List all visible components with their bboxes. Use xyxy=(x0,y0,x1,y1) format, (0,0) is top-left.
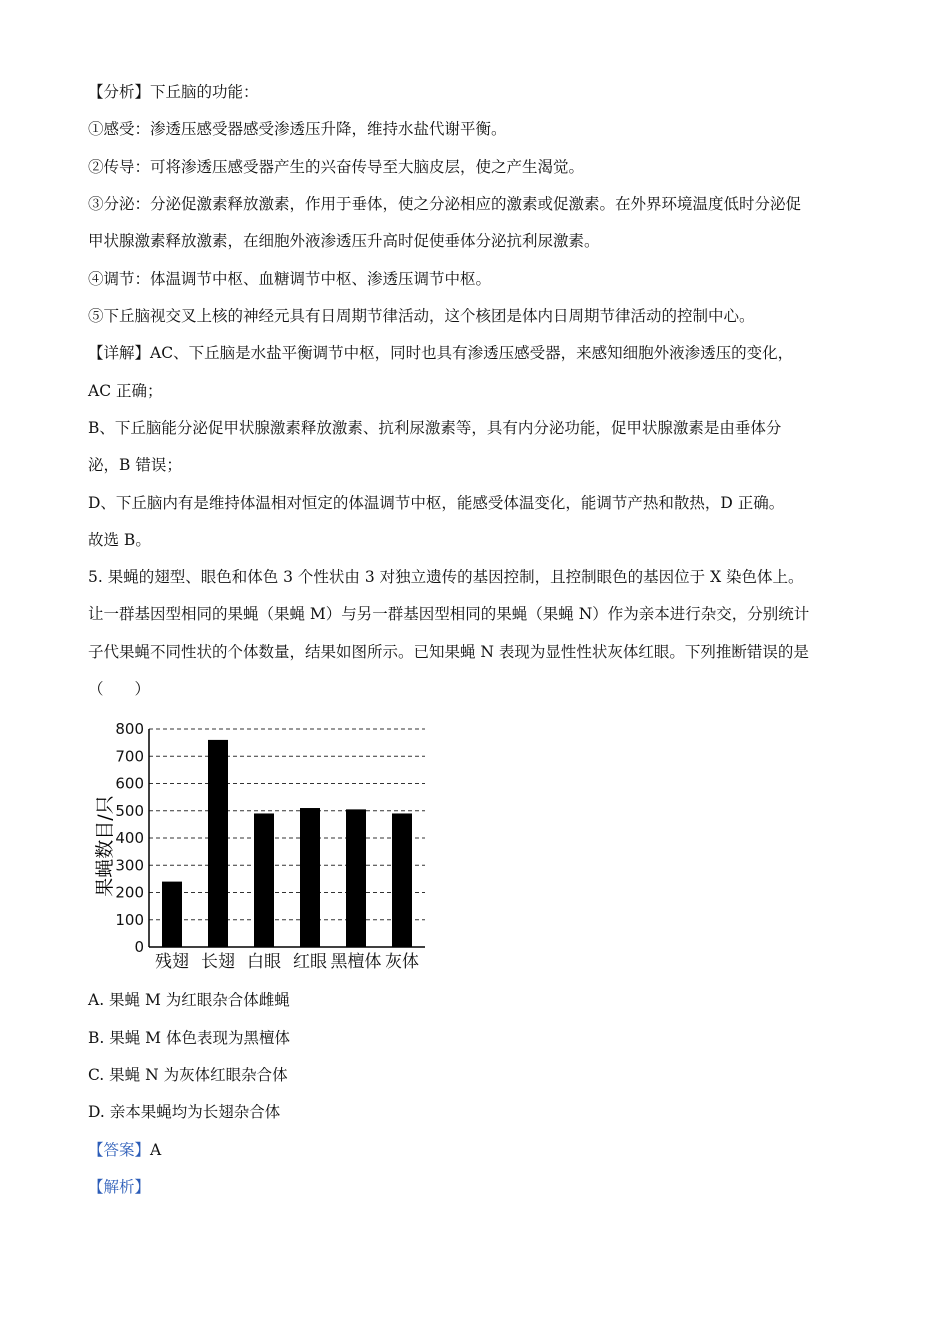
question-line-2: 让一群基因型相同的果蝇（果蝇 M）与另一群基因型相同的果蝇（果蝇 N）作为亲本进行杂交，分别统计 xyxy=(88,605,810,623)
x-tick-label: 灰体 xyxy=(385,952,419,972)
analysis-title: 下丘脑的功能： xyxy=(150,83,259,101)
question-line-3: 子代果蝇不同性状的个体数量，结果如图所示。已知果蝇 N 表现为显性性状灰体红眼。下列推断错误的是 xyxy=(88,643,809,661)
y-tick-label: 200 xyxy=(115,883,144,902)
detail-text-1: AC、下丘脑是水盐平衡调节中枢，同时也具有渗透压感受器，来感知细胞外液渗透压的变化， xyxy=(150,344,794,362)
analysis-item-3: ③分泌：分泌促激素释放激素，作用于垂体，使之分泌相应的激素或促激素。在外界环境温度低时分泌促 xyxy=(88,195,802,213)
y-tick-label: 300 xyxy=(115,856,144,875)
y-tick-labels xyxy=(115,720,144,956)
question-blank: （ ） xyxy=(88,680,151,698)
bar-残翅 xyxy=(162,882,182,947)
option-d: D. 亲本果蝇均为长翅杂合体 xyxy=(88,1103,281,1121)
bar-黑檀体 xyxy=(346,809,366,947)
analysis-label: 【分析】 xyxy=(88,83,151,101)
option-a: A. 果蝇 M 为红眼杂合体雌蝇 xyxy=(88,991,290,1009)
bar-白眼 xyxy=(254,813,274,947)
detail-line-4: 泌，B 错误； xyxy=(88,456,182,474)
bar-chart xyxy=(88,712,438,974)
x-tick-label: 黑檀体 xyxy=(330,952,382,972)
y-tick-label: 600 xyxy=(115,774,144,793)
bar-灰体 xyxy=(392,813,412,947)
detail-line-2: AC 正确； xyxy=(88,382,163,400)
x-tick-label: 白眼 xyxy=(247,952,281,972)
detail-line-1 xyxy=(88,343,793,363)
option-b: B. 果蝇 M 体色表现为黑檀体 xyxy=(88,1029,290,1047)
detail-line-6: 故选 B。 xyxy=(88,531,151,549)
y-tick-label: 500 xyxy=(115,801,144,820)
grid-lines xyxy=(149,729,425,920)
x-tick-labels xyxy=(155,952,419,972)
y-axis-label: 果蝇数目/只 xyxy=(94,795,116,897)
option-c: C. 果蝇 N 为灰体红眼杂合体 xyxy=(88,1066,288,1084)
analysis-item-4: ④调节：体温调节中枢、血糖调节中枢、渗透压调节中枢。 xyxy=(88,270,492,288)
answer-value: A xyxy=(150,1141,162,1159)
analysis-item-2: ②传导：可将渗透压感受器产生的兴奋传导至大脑皮层，使之产生渴觉。 xyxy=(88,158,585,176)
x-tick-label: 长翅 xyxy=(201,952,235,972)
analysis-item-1: ①感受：渗透压感受器感受渗透压升降，维持水盐代谢平衡。 xyxy=(88,120,507,138)
y-tick-label: 100 xyxy=(115,910,144,929)
detail-line-3: B、下丘脑能分泌促甲状腺激素释放激素、抗利尿激素等，具有内分泌功能，促甲状腺激素是由垂体分 xyxy=(88,419,782,437)
y-tick-label: 700 xyxy=(115,747,144,766)
bars xyxy=(162,740,412,947)
question-line-1: 5. 果蝇的翅型、眼色和体色 3 个性状由 3 对独立遗传的基因控制，且控制眼色的基因位于 X 染色体上。 xyxy=(88,568,804,586)
analysis-item-5: ⑤下丘脑视交叉上核的神经元具有日周期节律活动，这个核团是体内日周期节律活动的控制中心。 xyxy=(88,307,755,325)
y-tick-label: 0 xyxy=(134,938,144,956)
y-tick-label: 400 xyxy=(115,829,144,847)
detail-line-5: D、下丘脑内有是维持体温相对恒定的体温调节中枢，能感受体温变化，能调节产热和散热，D 正确。 xyxy=(88,494,785,512)
answer-label: 【答案】 xyxy=(88,1141,151,1159)
bar-红眼 xyxy=(300,808,320,947)
analysis-heading-line xyxy=(88,82,259,102)
x-tick-label: 残翅 xyxy=(155,952,189,972)
bar-长翅 xyxy=(208,740,228,947)
explain-label: 【解析】 xyxy=(88,1178,151,1196)
detail-label: 【详解】 xyxy=(88,344,151,362)
answer-line xyxy=(88,1140,161,1160)
analysis-item-3-cont: 甲状腺激素释放激素，在细胞外液渗透压升高时促使垂体分泌抗利尿激素。 xyxy=(88,232,600,250)
y-tick-label: 800 xyxy=(115,720,144,738)
x-tick-label: 红眼 xyxy=(293,952,327,972)
